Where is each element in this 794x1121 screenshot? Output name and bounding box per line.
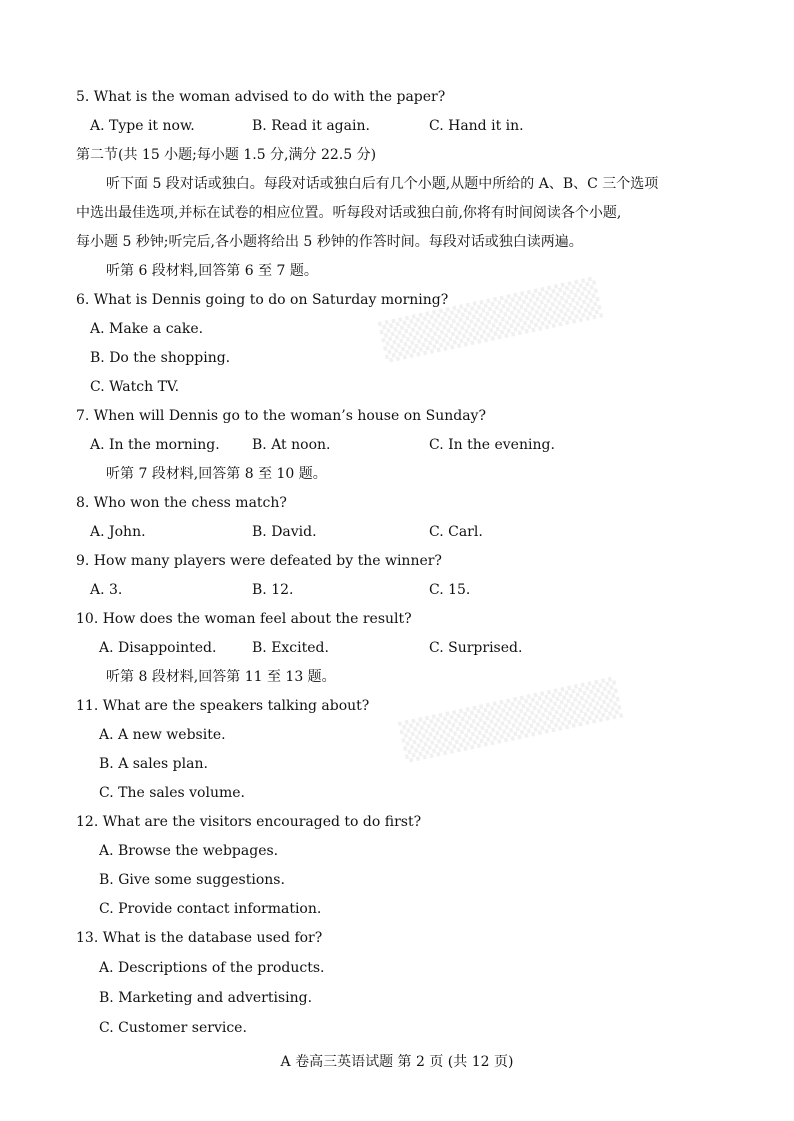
- section-2-instructions-line-1: 听下面 5 段对话或独白。每段对话或独白后有几个小题,从题中所给的 A、B、C 三个选项: [106, 176, 659, 192]
- material-7-note: 听第 7 段材料,回答第 8 至 10 题。: [106, 466, 327, 482]
- q6-option-a: A. Make a cake.: [90, 321, 204, 337]
- q13-option-b: B. Marketing and advertising.: [99, 990, 313, 1006]
- q5-option-b: B. Read it again.: [252, 118, 370, 134]
- q12-option-c: C. Provide contact information.: [99, 901, 322, 917]
- q13-option-c: C. Customer service.: [99, 1020, 247, 1036]
- section-2-instructions-line-3: 每小题 5 秒钟;听完后,各小题将给出 5 秒钟的作答时间。每段对话或独白读两遍。: [76, 234, 583, 250]
- q12-option-b: B. Give some suggestions.: [99, 872, 285, 888]
- q9-option-a: A. 3.: [90, 582, 123, 598]
- q8-option-c: C. Carl.: [429, 524, 483, 540]
- section-2-instructions-line-2: 中选出最佳选项,并标在试卷的相应位置。听每段对话或独白前,你将有时间阅读各个小题,: [76, 205, 622, 221]
- watermark-stamp: ▒▒▒▒▒▒▒▒: [378, 277, 604, 364]
- material-8-note: 听第 8 段材料,回答第 11 至 13 题。: [106, 669, 336, 685]
- question-9: 9. How many players were defeated by the winner?: [76, 553, 442, 569]
- q8-option-a: A. John.: [90, 524, 146, 540]
- q12-option-a: A. Browse the webpages.: [99, 843, 279, 859]
- q7-option-c: C. In the evening.: [429, 437, 555, 453]
- watermark-stamp: ▒▒▒▒▒▒▒▒: [398, 677, 624, 764]
- question-8: 8. Who won the chess match?: [76, 495, 287, 511]
- q9-option-c: C. 15.: [429, 582, 471, 598]
- q8-option-b: B. David.: [252, 524, 317, 540]
- question-7: 7. When will Dennis go to the woman’s house on Sunday?: [76, 408, 486, 424]
- question-12: 12. What are the visitors encouraged to do first?: [76, 814, 422, 830]
- q9-option-b: B. 12.: [252, 582, 294, 598]
- q7-option-a: A. In the morning.: [90, 437, 220, 453]
- q10-option-c: C. Surprised.: [429, 640, 523, 656]
- q13-option-a: A. Descriptions of the products.: [99, 960, 325, 976]
- question-11: 11. What are the speakers talking about?: [76, 698, 370, 714]
- q11-option-b: B. A sales plan.: [99, 756, 208, 772]
- question-13: 13. What is the database used for?: [76, 930, 323, 946]
- material-6-note: 听第 6 段材料,回答第 6 至 7 题。: [106, 263, 318, 279]
- q6-option-c: C. Watch TV.: [90, 379, 180, 395]
- q6-option-b: B. Do the shopping.: [90, 350, 231, 366]
- q5-option-a: A. Type it now.: [90, 118, 195, 134]
- q10-option-a: A. Disappointed.: [99, 640, 217, 656]
- question-5: 5. What is the woman advised to do with the paper?: [76, 89, 446, 105]
- q10-option-b: B. Excited.: [252, 640, 329, 656]
- question-10: 10. How does the woman feel about the result?: [76, 611, 412, 627]
- section-2-title: 第二节(共 15 小题;每小题 1.5 分,满分 22.5 分): [76, 147, 377, 163]
- q5-option-c: C. Hand it in.: [429, 118, 524, 134]
- page-footer: A 卷高三英语试题 第 2 页 (共 12 页): [280, 1054, 514, 1070]
- q7-option-b: B. At noon.: [252, 437, 331, 453]
- q11-option-a: A. A new website.: [99, 727, 226, 743]
- question-6: 6. What is Dennis going to do on Saturday morning?: [76, 292, 449, 308]
- q11-option-c: C. The sales volume.: [99, 785, 245, 801]
